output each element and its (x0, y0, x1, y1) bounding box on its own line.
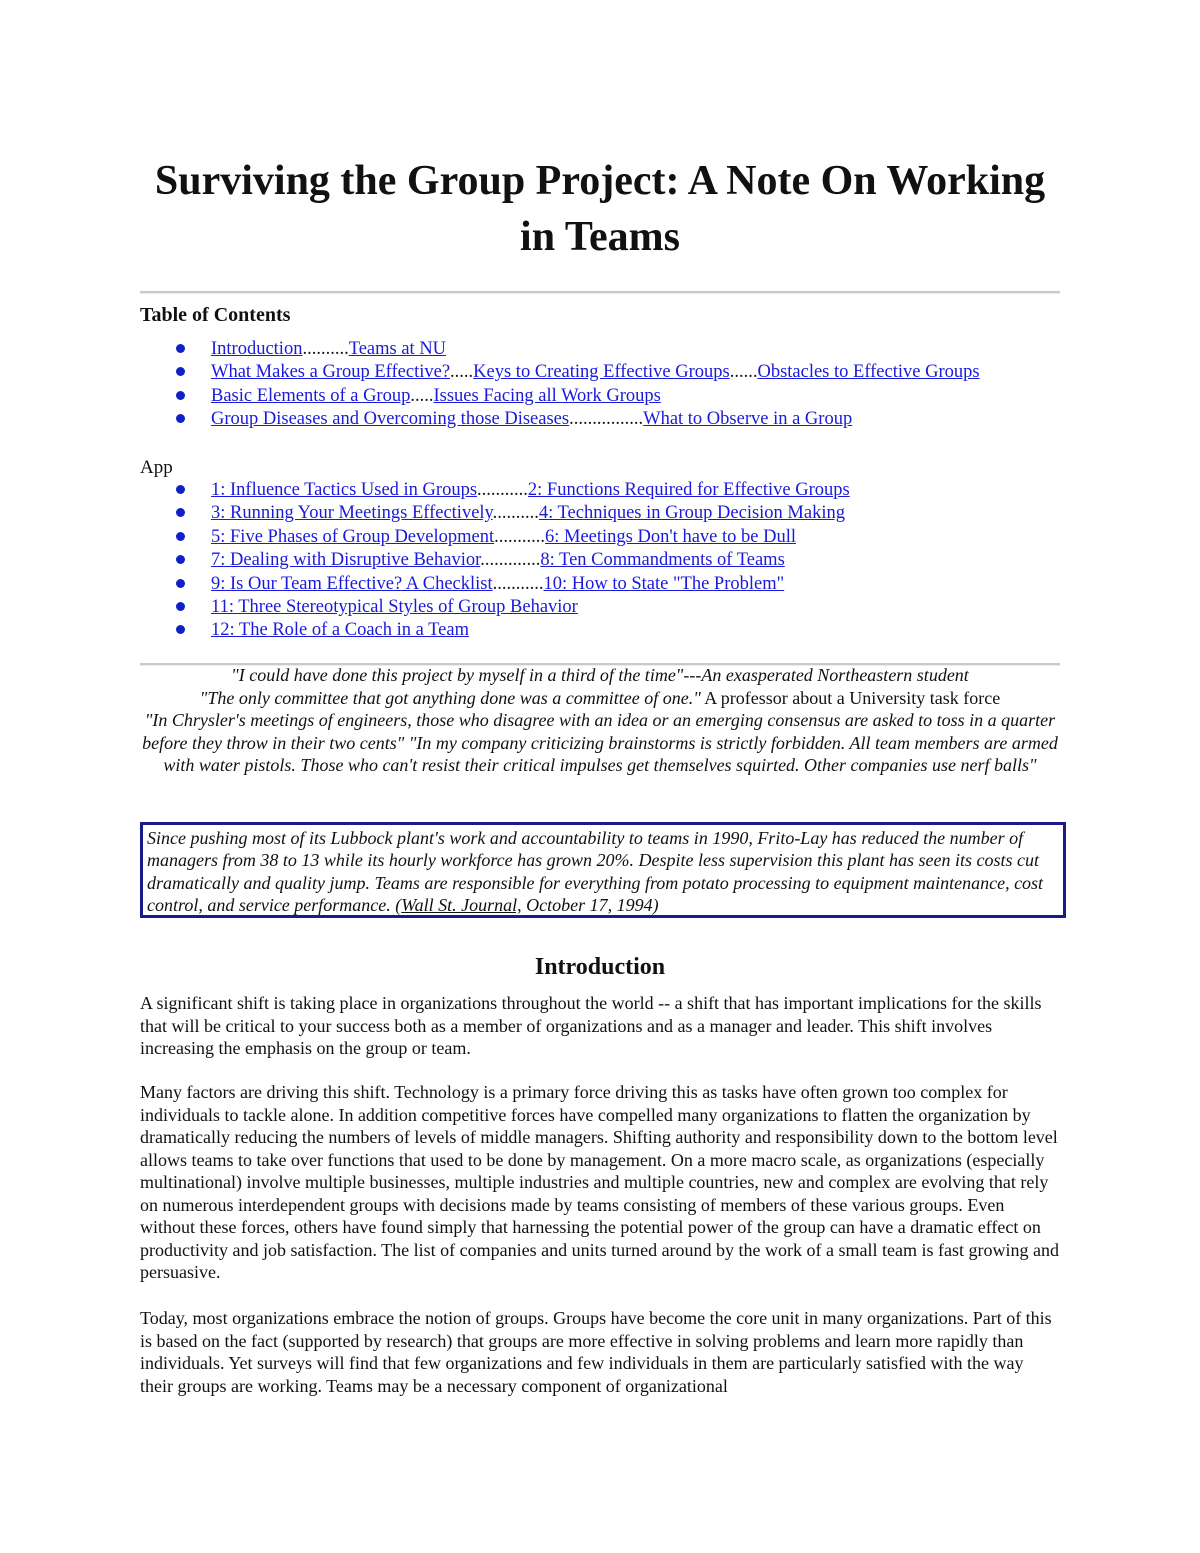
toc-link[interactable]: 1: Influence Tactics Used in Groups (211, 480, 478, 500)
toc-item (0, 479, 850, 502)
toc-link[interactable]: Issues Facing all Work Groups (433, 385, 661, 406)
toc-item (0, 338, 980, 361)
toc-link[interactable]: 12: The Role of a Coach in a Team (211, 620, 469, 641)
appendix-label: App (140, 457, 173, 478)
callout-box: Since pushing most of its Lubbock plant's work and accountability to teams in 1990, Frito-Lay has reduced the number of managers from 38 to 13 while its hourly workforce has grown 20%. Despite less supervision this plant has seen its costs cut dramatically and quality jump. Teams are responsible for everything from potato processing to equipment maintenance, cost control, and service performance. (Wall St. Journal, October 17, 1994) (140, 822, 1066, 918)
toc-link[interactable]: 8: Ten Commandments of Teams (540, 550, 785, 571)
source-citation: Wall St. Journal, (401, 895, 522, 916)
bullet-icon (176, 391, 185, 400)
toc-leader-dots: ............. (480, 550, 541, 571)
quote-line: "The only committee that got anything done was a committee of one." A professor about a University task force (199, 687, 1001, 708)
toc-link[interactable]: 7: Dealing with Disruptive Behavior (211, 550, 481, 571)
toc-leader-dots: ..... (410, 385, 434, 406)
toc-link[interactable]: Keys to Creating Effective Groups (473, 362, 730, 383)
intro-paragraph: Many factors are driving this shift. Technology is a primary force driving this as tasks have often grown too complex for individuals to tackle alone. In addition competitive forces have compelled many organizations to flatten the organization by dramatically reducing the numbers of levels of middle managers. Shifting authority and responsibility down to the bottom level allows teams to take over functions that used to be done by management. On a more macro scale, as organizations (especially multinational) involve multiple businesses, multiple industries and multiple countries, new and complex are evolving that rely on numerous interdependent groups with decisions made by teams consisting of members of these various groups. Even without these forces, others have found simply that harnessing the potential power of the group can have a dramatic effect on productivity and job satisfaction. The list of companies and units turned around by the work of a small team is fast growing and persuasive. (140, 1082, 1059, 1282)
section-heading-introduction: Introduction (534, 954, 666, 980)
toc-leader-dots: ........... (477, 480, 528, 500)
bullet-icon (176, 367, 185, 376)
toc-leader-dots: .......... (302, 339, 349, 359)
quotes-block (140, 664, 1060, 777)
toc-leader-dots: ................ (569, 409, 644, 430)
toc-link[interactable]: 9: Is Our Team Effective? A Checklist (211, 573, 493, 594)
bullet-icon (176, 508, 185, 517)
toc-link[interactable]: Group Diseases and Overcoming those Diseases (211, 409, 570, 430)
bullet-icon (176, 602, 185, 611)
toc-leader-dots: ..... (450, 362, 474, 383)
bullet-icon (176, 555, 185, 564)
toc-link[interactable]: Teams at NU (348, 339, 447, 359)
quote-line: "I could have done this project by myself in a third of the time"---An exasperated Northeastern student (231, 665, 969, 685)
horizontal-rule (140, 291, 1060, 294)
toc-item (0, 549, 850, 572)
toc-item (0, 502, 850, 525)
toc-item (0, 408, 980, 431)
document-title: Surviving the Group Project: A Note On Working in Teams (154, 158, 1046, 260)
toc-leader-dots: .......... (492, 503, 539, 524)
appendix-list (0, 479, 850, 643)
bullet-icon (176, 414, 185, 423)
toc-link[interactable]: 10: How to State "The Problem" (543, 573, 785, 594)
toc-link[interactable]: Obstacles to Effective Groups (757, 362, 980, 383)
toc-item (0, 573, 850, 596)
intro-paragraph: Today, most organizations embrace the notion of groups. Groups have become the core unit in many organizations. Part of this is based on the fact (supported by research) that groups are more effective in solving problems and learn more rapidly than individuals. Yet surveys will find that few organizations and few individuals in them are particularly satisfied with the way their groups are working. Teams may be a necessary component of organizational (140, 1308, 1052, 1396)
toc-item (0, 619, 850, 642)
toc-link[interactable]: 11: Three Stereotypical Styles of Group Behavior (211, 597, 578, 618)
toc-leader-dots: ...... (729, 362, 758, 383)
quote-line: "In Chrysler's meetings of engineers, those who disagree with an idea or an emerging consensus are asked to toss in a quarter before they throw in their two cents" "In my company criticizing brainstorms is strictly forbidden. All team members are armed with water pistols. Those who can't resist their critical impulses get themselves squirted. Other companies use nerf balls" (142, 710, 1058, 776)
toc-item (0, 596, 850, 619)
toc-heading: Table of Contents (140, 304, 291, 326)
toc-leader-dots: ........... (492, 573, 544, 594)
toc-link[interactable]: What Makes a Group Effective? (211, 362, 451, 383)
toc-link[interactable]: 5: Five Phases of Group Development (211, 526, 495, 547)
bullet-icon (176, 532, 185, 541)
toc-item (0, 361, 980, 384)
toc-item (0, 526, 850, 549)
toc-link[interactable]: What to Observe in a Group (643, 409, 853, 430)
bullet-icon (176, 344, 185, 353)
toc-link[interactable]: Introduction (211, 339, 303, 359)
toc-link[interactable]: Basic Elements of a Group (211, 385, 411, 406)
bullet-icon (176, 625, 185, 634)
bullet-icon (176, 485, 185, 494)
toc-leader-dots: ........... (494, 526, 545, 547)
toc-item (0, 385, 980, 408)
toc-link[interactable]: 3: Running Your Meetings Effectively (211, 503, 493, 524)
bullet-icon (176, 579, 185, 588)
intro-paragraph: A significant shift is taking place in organizations throughout the world -- a shift that has important implications for the skills that will be critical to your success both as a member of organizations and as a manager and leader. This shift involves increasing the emphasis on the group or team. (140, 993, 1042, 1058)
toc-link[interactable]: 2: Functions Required for Effective Groups (527, 480, 850, 500)
toc-link[interactable]: 6: Meetings Don't have to be Dull (545, 526, 796, 547)
toc-list (0, 338, 980, 432)
toc-link[interactable]: 4: Techniques in Group Decision Making (538, 503, 845, 524)
